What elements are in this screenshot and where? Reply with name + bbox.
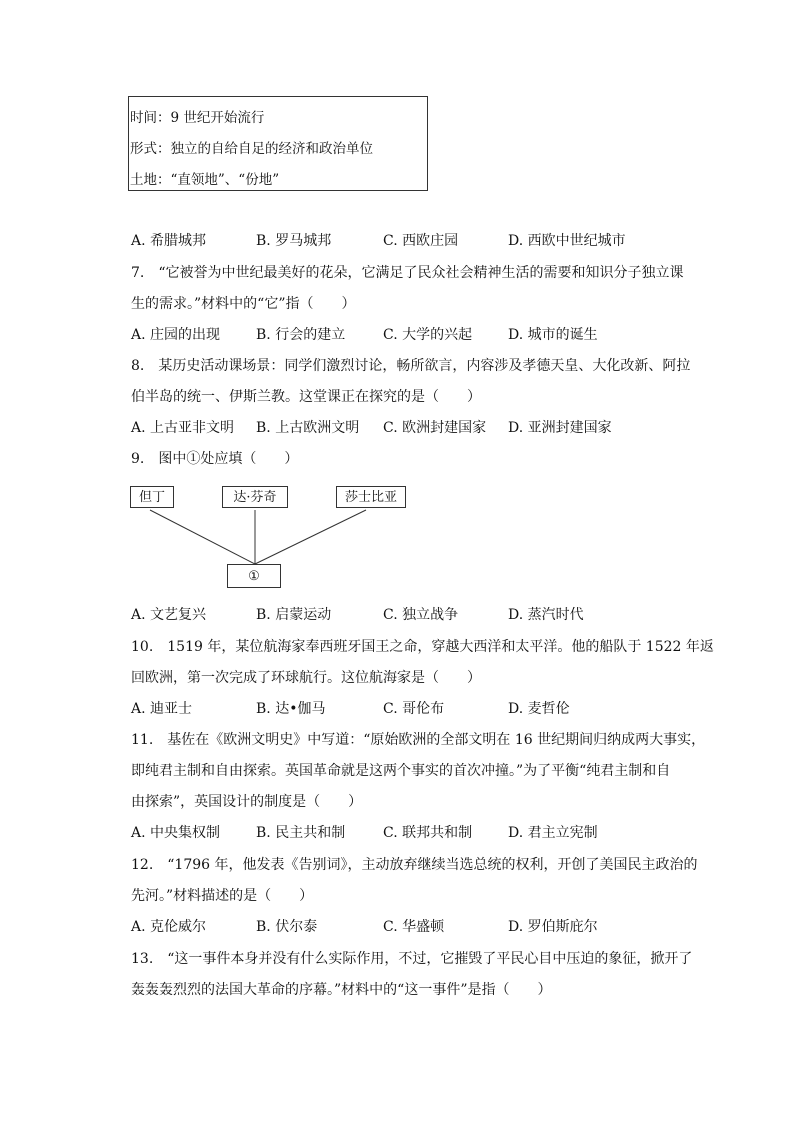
question-12-text: 先河。”材料描述的是（ ） bbox=[131, 888, 314, 904]
question-8-text: 8. 某历史活动课场景：同学们激烈讨论，畅所欲言，内容涉及孝德天皇、大化改新、阿拉 bbox=[131, 358, 691, 374]
option-b[interactable]: B. 达•伽马 bbox=[256, 701, 326, 717]
question-10-text: 10. 1519 年，某位航海家奉西班牙国王之命，穿越大西洋和太平洋。他的船队于 1522 年返 bbox=[131, 639, 714, 655]
option-c[interactable]: C. 独立战争 bbox=[383, 607, 459, 623]
option-b[interactable]: B. 上古欧洲文明 bbox=[256, 420, 360, 436]
info-box-line: 土地：“直领地”、“份地” bbox=[130, 172, 280, 188]
option-c[interactable]: C. 哥伦布 bbox=[383, 701, 445, 717]
option-c[interactable]: C. 华盛顿 bbox=[383, 919, 445, 935]
option-a[interactable]: A. 中央集权制 bbox=[131, 825, 221, 841]
question-10-text: 回欧洲，第一次完成了环球航行。这位航海家是（ ） bbox=[131, 670, 481, 686]
option-d[interactable]: D. 蒸汽时代 bbox=[508, 607, 584, 623]
option-b[interactable]: B. 民主共和制 bbox=[256, 825, 346, 841]
option-a[interactable]: A. 文艺复兴 bbox=[131, 607, 207, 623]
question-11-text: 由探索”，英国设计的制度是（ ） bbox=[131, 794, 363, 810]
diagram-box-davinci: 达·芬奇 bbox=[222, 486, 288, 508]
diagram-box-blank: ① bbox=[227, 564, 281, 588]
question-8-text: 伯半岛的统一、伊斯兰教。这堂课正在探究的是（ ） bbox=[131, 389, 481, 405]
option-a[interactable]: A. 迪亚士 bbox=[131, 701, 193, 717]
question-11-text: 11. 基佐在《欧洲文明史》中写道：“原始欧洲的全部文明在 16 世纪期间归纳成两大事实， bbox=[131, 732, 706, 748]
option-c[interactable]: C. 大学的兴起 bbox=[383, 327, 473, 343]
diagram-box-dante: 但丁 bbox=[130, 486, 174, 508]
option-b[interactable]: B. 行会的建立 bbox=[256, 327, 346, 343]
connector-line bbox=[150, 510, 255, 564]
diagram-box-shakespeare: 莎士比亚 bbox=[336, 486, 406, 508]
option-d[interactable]: D. 罗伯斯庇尔 bbox=[508, 919, 598, 935]
question-7-text: 生的需求。”材料中的“它”指（ ） bbox=[131, 296, 356, 312]
option-b[interactable]: B. 罗马城邦 bbox=[256, 233, 332, 249]
option-d[interactable]: D. 亚洲封建国家 bbox=[508, 420, 612, 436]
question-9-text: 9. 图中①处应填（ ） bbox=[131, 451, 299, 467]
option-b[interactable]: B. 启蒙运动 bbox=[256, 607, 332, 623]
question-11-text: 即纯君主制和自由探索。英国革命就是这两个事实的首次冲撞。”为了平衡“纯君主制和自 bbox=[131, 763, 671, 779]
connector-line bbox=[255, 510, 366, 564]
option-c[interactable]: C. 欧洲封建国家 bbox=[383, 420, 487, 436]
renaissance-diagram bbox=[130, 484, 410, 594]
option-d[interactable]: D. 麦哲伦 bbox=[508, 701, 570, 717]
option-d[interactable]: D. 城市的诞生 bbox=[508, 327, 598, 343]
question-13-text: 13. “这一事件本身并没有什么实际作用，不过，它摧毁了平民心目中压迫的象征，掀开了 bbox=[131, 951, 693, 967]
question-12-text: 12. “1796 年，他发表《告别词》，主动放弃继续当选总统的权利，开创了美国民主政治的 bbox=[131, 857, 698, 873]
question-13-text: 轰轰轰烈烈的法国大革命的序幕。”材料中的“这一事件”是指（ ） bbox=[131, 982, 552, 998]
option-a[interactable]: A. 上古亚非文明 bbox=[131, 420, 235, 436]
option-b[interactable]: B. 伏尔泰 bbox=[256, 919, 318, 935]
option-a[interactable]: A. 希腊城邦 bbox=[131, 233, 207, 249]
option-c[interactable]: C. 联邦共和制 bbox=[383, 825, 473, 841]
question-7-text: 7. “它被誉为中世纪最美好的花朵，它满足了民众社会精神生活的需要和知识分子独立课 bbox=[131, 265, 684, 281]
info-box bbox=[128, 96, 428, 191]
option-a[interactable]: A. 庄园的出现 bbox=[131, 327, 221, 343]
option-c[interactable]: C. 西欧庄园 bbox=[383, 233, 459, 249]
option-a[interactable]: A. 克伦威尔 bbox=[131, 919, 207, 935]
info-box-line: 时间：9 世纪开始流行 bbox=[130, 110, 265, 126]
option-d[interactable]: D. 君主立宪制 bbox=[508, 825, 598, 841]
info-box-line: 形式：独立的自给自足的经济和政治单位 bbox=[130, 141, 373, 157]
option-d[interactable]: D. 西欧中世纪城市 bbox=[508, 233, 626, 249]
